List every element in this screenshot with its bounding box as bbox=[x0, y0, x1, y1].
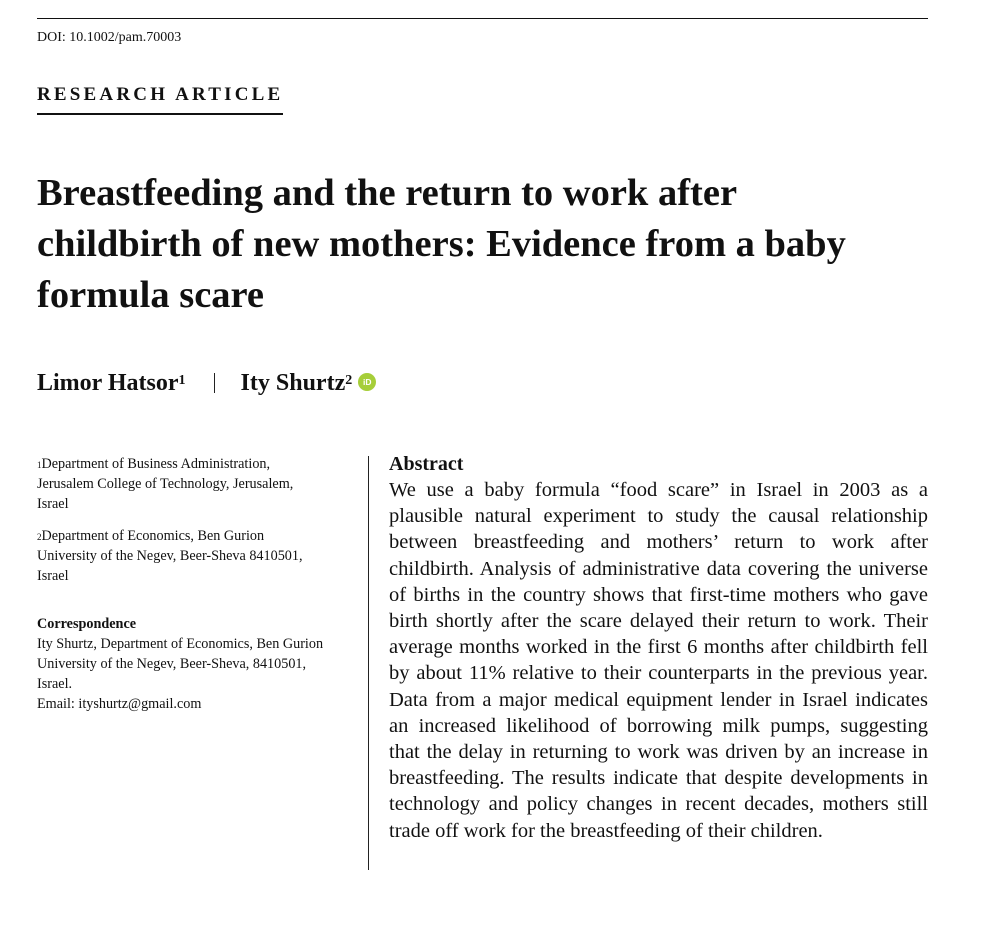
affiliation bbox=[37, 454, 357, 514]
author-name[interactable]: Ity Shurtz bbox=[240, 369, 346, 396]
author-list bbox=[37, 366, 376, 400]
abstract-section bbox=[389, 452, 928, 844]
author-name[interactable]: Limor Hatsor bbox=[37, 369, 179, 396]
affiliations-panel bbox=[37, 454, 357, 714]
affiliation-line: Department of Business Administration, bbox=[41, 456, 271, 472]
top-rule bbox=[37, 18, 928, 19]
title-line: formula scare bbox=[37, 274, 265, 316]
affiliation bbox=[37, 526, 357, 586]
correspondence-heading: Correspondence bbox=[37, 616, 137, 632]
abstract-heading: Abstract bbox=[389, 453, 464, 475]
title-line: childbirth of new mothers: Evidence from a baby bbox=[37, 223, 846, 265]
affiliation-mark: 1 bbox=[37, 460, 42, 470]
column-divider bbox=[368, 456, 369, 870]
affiliation-mark: 1 bbox=[178, 373, 186, 388]
affiliation-line: Department of Economics, Ben Gurion bbox=[41, 528, 265, 544]
correspondence-block bbox=[37, 634, 357, 714]
article-type-label: RESEARCH ARTICLE bbox=[37, 84, 283, 115]
affiliation-mark: 2 bbox=[345, 373, 353, 388]
correspondence-email[interactable]: Email: ityshurtz@gmail.com bbox=[37, 696, 202, 712]
affiliation-mark: 2 bbox=[37, 532, 42, 542]
abstract-text: We use a baby formula “food scare” in Israel in 2003 as a plausible natural experiment to study the causal relationship between breastfeeding and mothers’ return to work after childbirth. Analysis of administrative data covering the universe of births in the country shows that first-time mothers who gave birth shortly after the scare delayed their return to work. Their average months worked in the first 6 months after childbirth fell by about 11% relative to their counterparts in the previous year. Data from a major medical equipment lender in Israel indicates an increased likelihood of borrowing milk pumps, suggesting that the delay in returning to work was driven by an increase in breastfeeding. The results indicate that despite developments in technology and policy changes in recent decades, mothers still trade off work for the breastfeeding of their children. bbox=[389, 479, 928, 842]
article-title bbox=[37, 168, 937, 321]
affiliation-line: Israel bbox=[37, 496, 69, 512]
author-separator bbox=[214, 373, 215, 393]
affiliation-line: University of the Negev, Beer-Sheva 8410501, bbox=[37, 548, 303, 564]
correspondence-line: Israel. bbox=[37, 676, 73, 692]
doi: DOI: 10.1002/pam.70003 bbox=[37, 30, 182, 45]
affiliation-line: Israel bbox=[37, 568, 69, 584]
affiliation-line: Jerusalem College of Technology, Jerusalem, bbox=[37, 476, 294, 492]
correspondence-line: Ity Shurtz, Department of Economics, Ben Gurion bbox=[37, 636, 324, 652]
title-line: Breastfeeding and the return to work after bbox=[37, 172, 738, 214]
orcid-icon[interactable]: iD bbox=[358, 373, 376, 391]
correspondence-line: University of the Negev, Beer-Sheva, 8410501, bbox=[37, 656, 307, 672]
